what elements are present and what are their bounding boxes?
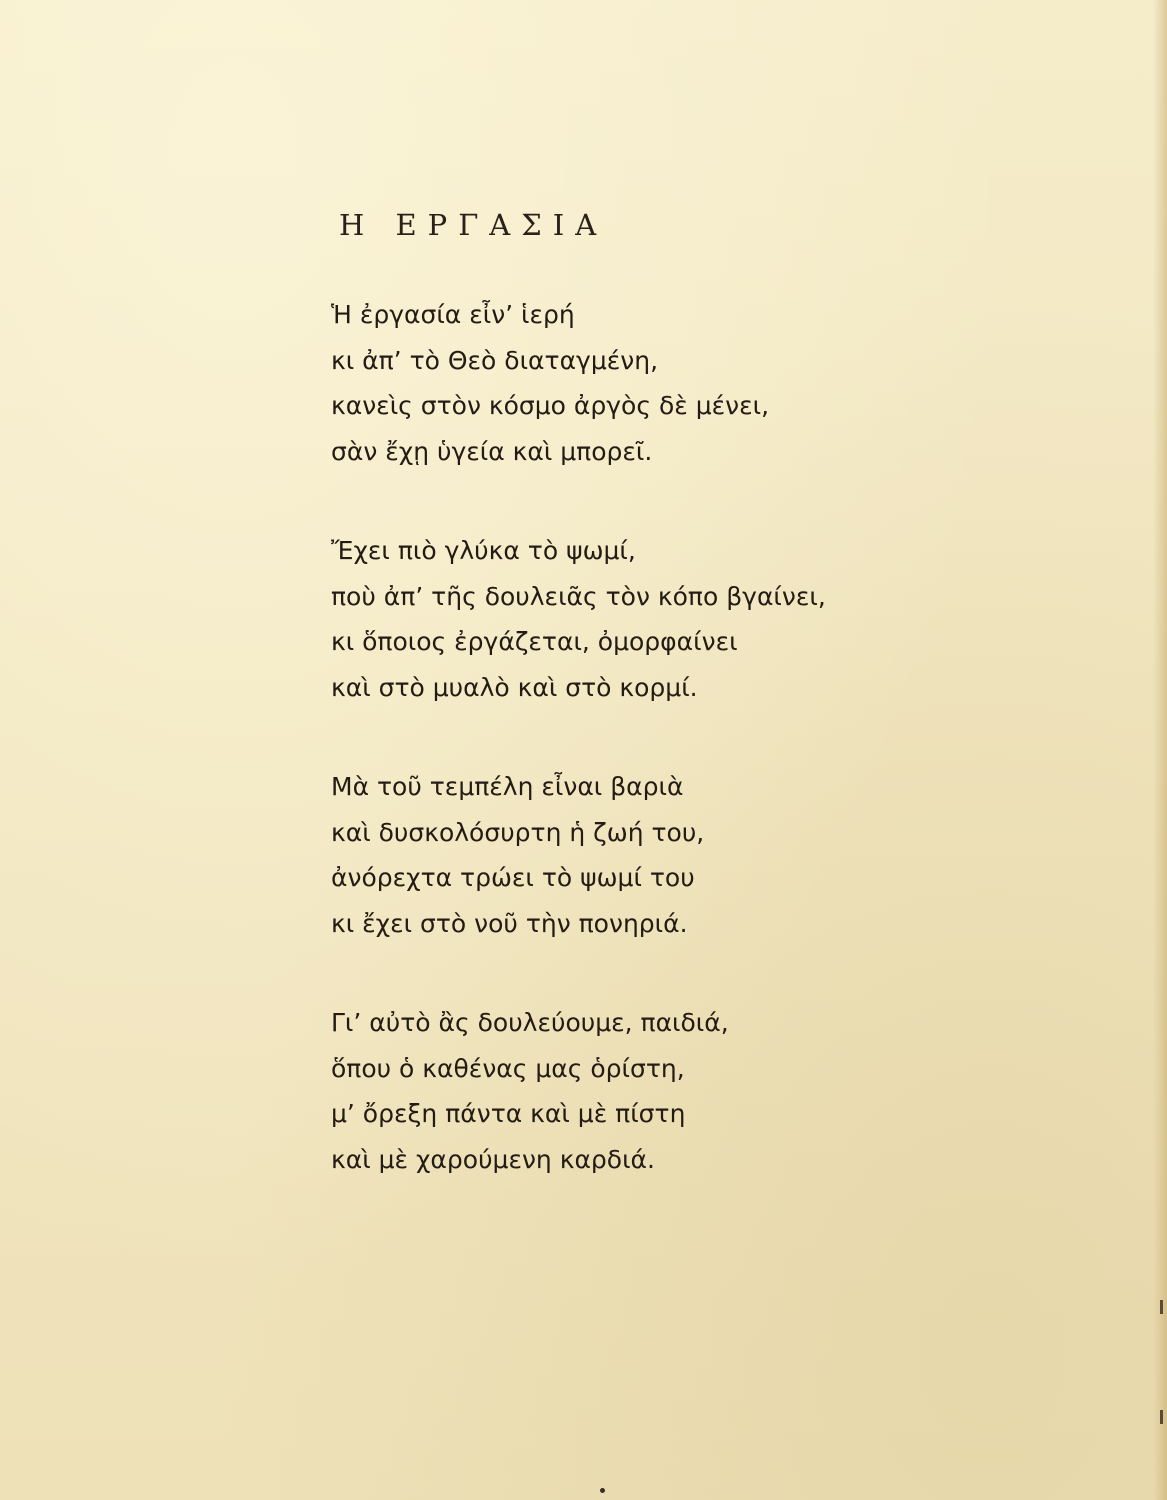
poem-line: σὰν ἔχῃ ὑγεία καὶ μπορεῖ.	[331, 436, 653, 466]
stanza-4	[331, 1000, 891, 1182]
ink-speck	[600, 1488, 605, 1493]
poem-line: Ἔχει πιὸ γλύκα τὸ ψωμί,	[331, 536, 636, 565]
poem-line: ἀνόρεχτα τρώει τὸ ψωμί του	[331, 863, 695, 892]
stanza-1	[331, 292, 891, 474]
poem-line: Ἡ ἐργασία εἶν’ ἱερή	[331, 300, 575, 329]
poem-line: ποὺ ἀπ’ τῆς δουλειᾶς τὸν κόπο βγαίνει,	[331, 581, 826, 611]
poem-line: καὶ μὲ χαρούμενη καρδιά.	[331, 1144, 655, 1174]
poem-body	[331, 292, 891, 1236]
poem-line: καὶ δυσκολόσυρτη ἡ ζωή του,	[331, 817, 705, 847]
poem-line: Γι’ αὐτὸ ἂς δουλεύουμε, παιδιά,	[331, 1008, 729, 1037]
poem-title: Η ΕΡΓΑΣΙΑ	[339, 208, 608, 242]
edge-mark	[1160, 1300, 1163, 1314]
stanza-3	[331, 764, 891, 946]
edge-mark	[1160, 1410, 1163, 1424]
poem-line: Μὰ τοῦ τεμπέλη εἶναι βαριὰ	[331, 772, 684, 801]
poem-line: κι ἔχει στὸ νοῦ τὴν πονηριά.	[331, 908, 688, 938]
poem-line: ὅπου ὁ καθένας μας ὁρίστη,	[331, 1053, 685, 1083]
poem-line: μ’ ὄρεξη πάντα καὶ μὲ πίστη	[331, 1099, 686, 1128]
poem-line: κανεὶς στὸν κόσμο ἀργὸς δὲ μένει,	[331, 391, 770, 420]
poem-line: καὶ στὸ μυαλὸ καὶ στὸ κορμί.	[331, 672, 698, 702]
poem-line: κι ἀπ’ τὸ Θεὸ διαταγμένη,	[331, 345, 659, 375]
stanza-2	[331, 528, 891, 710]
page-edge-shadow	[1153, 0, 1167, 1500]
poem-line: κι ὅποιος ἐργάζεται, ὀμορφαίνει	[331, 627, 738, 656]
